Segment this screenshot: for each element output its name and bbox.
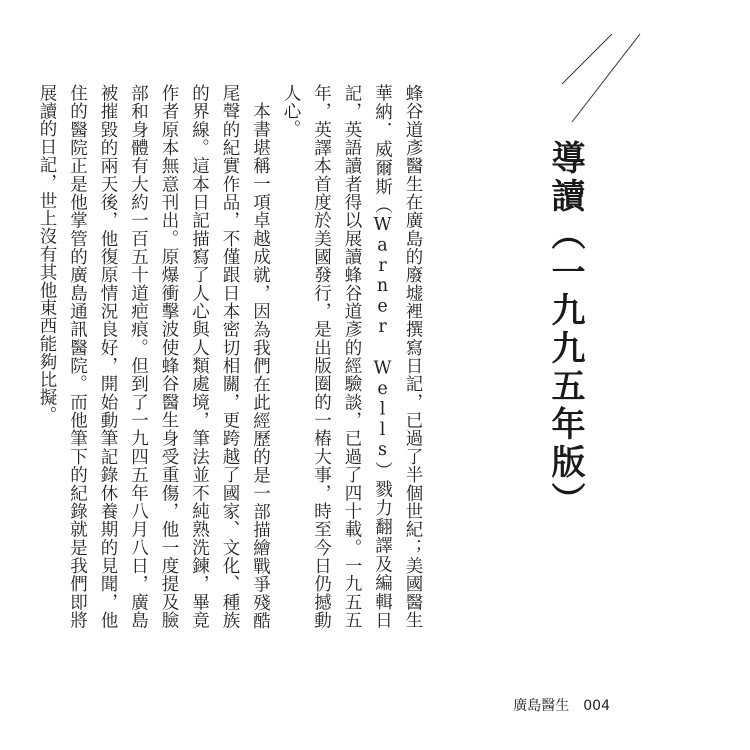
chapter-title: 導讀（一九九五年版） bbox=[545, 140, 585, 520]
decorative-line-short bbox=[562, 34, 612, 84]
decorative-line-long bbox=[572, 34, 640, 122]
paragraph-1: 蜂谷道彥醫生在廣島的廢墟裡撰寫日記，已過了半個世紀；美國醫生華納．威爾斯（Warner Wells）戮力翻譯及編輯日記，英語讀者得以展讀蜂谷道彥的經驗談，已過了四十載。一九五五年，英譯本首度於美國發行，是出版圈的一樁大事，時至今日仍撼動人心。 bbox=[281, 84, 423, 629]
page-number: 004 bbox=[583, 698, 610, 714]
footer-book-title: 廣島醫生 bbox=[513, 698, 570, 714]
body-text bbox=[37, 84, 428, 629]
page-footer bbox=[513, 695, 610, 715]
paragraph-2: 本書堪稱一項卓越成就，因為我們在此經歷的是一部描繪戰爭殘酷尾聲的紀實作品，不僅跟日本密切相關，更跨越了國家、文化、種族的界線。這本日記描寫了人心與人類處境，筆法並不純熟洗鍊，畢竟作者原本無意刊出。原爆衝擊波使蜂谷醫生身受重傷，他一度提及臉部和身體有大約一百五十道疤痕。但到了一九四五年八月八日，廣島被摧毀的兩天後，他復原情況良好，開始動筆記錄休養期的見聞，他住的醫院正是他掌管的廣島通訊醫院。而他筆下的紀錄就是我們即將展讀的日記，世上沒有其他東西能夠比擬。 bbox=[37, 84, 271, 629]
